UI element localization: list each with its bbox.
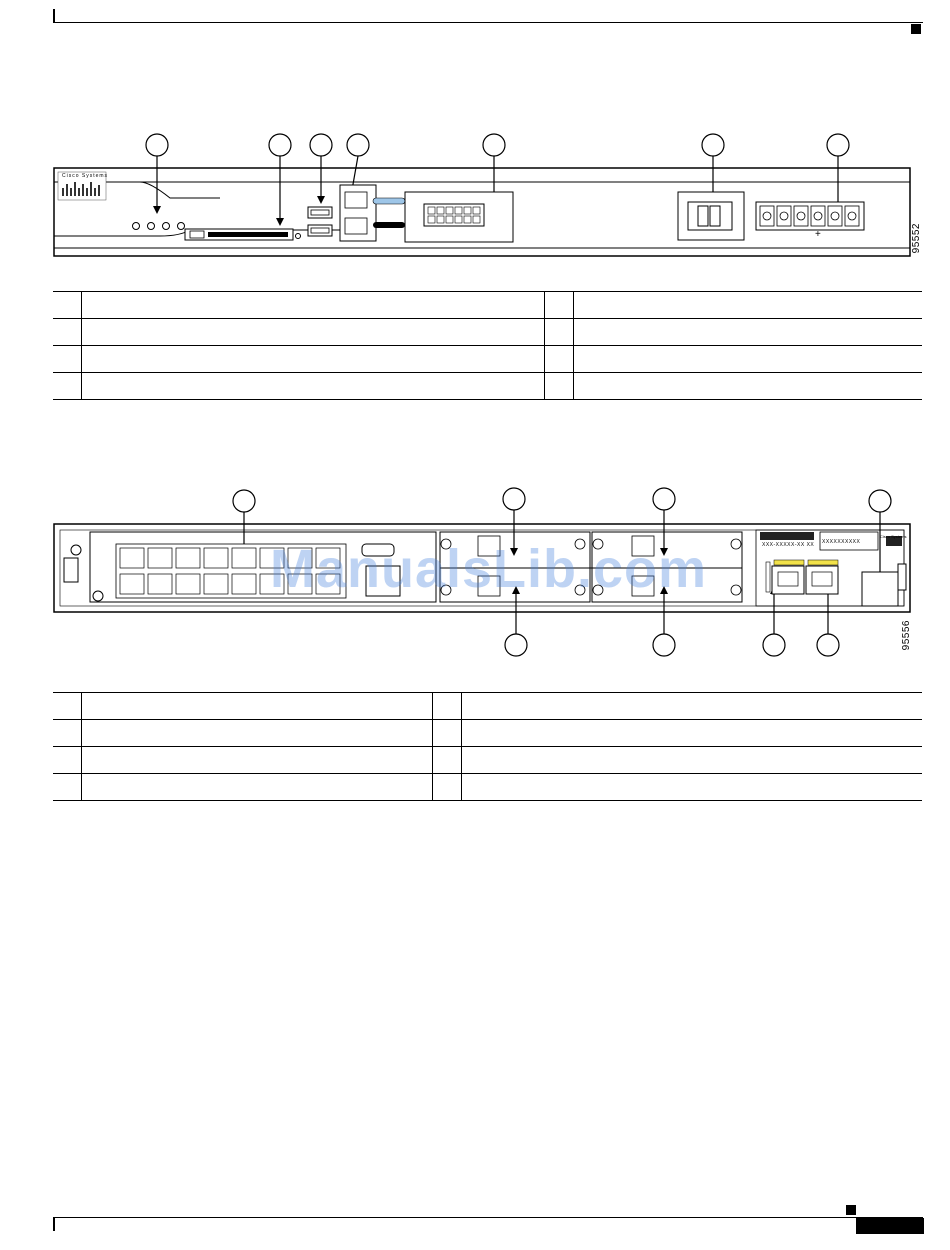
callout-bottom-1 bbox=[505, 634, 527, 656]
front-callout-table bbox=[53, 291, 922, 400]
front-brand-label: Cisco Systems bbox=[62, 173, 109, 179]
header-crop-mark bbox=[53, 9, 55, 23]
front-panel-figure bbox=[40, 130, 930, 265]
callout-5 bbox=[483, 134, 505, 156]
footer-rule bbox=[53, 1217, 923, 1218]
callout-bottom-4 bbox=[817, 634, 839, 656]
table-row bbox=[53, 747, 922, 774]
rear-figure-id: 95556 bbox=[901, 620, 912, 651]
callout-2 bbox=[269, 134, 291, 156]
footer-crop-mark bbox=[53, 1217, 55, 1231]
front-figure-id: 95552 bbox=[911, 223, 922, 254]
callout-bottom-2 bbox=[653, 634, 675, 656]
watermark: ManualsLib.com bbox=[270, 539, 708, 599]
table-row bbox=[53, 373, 922, 400]
table-row bbox=[53, 774, 922, 801]
footer-corner-mark bbox=[846, 1205, 856, 1215]
rear-callout-table bbox=[53, 692, 922, 801]
table-row bbox=[53, 319, 922, 346]
callout-1 bbox=[146, 134, 168, 156]
callout-6 bbox=[702, 134, 724, 156]
callout-3 bbox=[310, 134, 332, 156]
table-row bbox=[53, 693, 922, 720]
callout-top-1 bbox=[233, 490, 255, 512]
svg-text:+: + bbox=[815, 229, 821, 240]
callout-top-2 bbox=[503, 488, 525, 510]
callout-bottom-3 bbox=[763, 634, 785, 656]
callout-top-3 bbox=[653, 488, 675, 510]
header-rule bbox=[53, 22, 923, 23]
table-row bbox=[53, 720, 922, 747]
table-row bbox=[53, 346, 922, 373]
callout-top-4 bbox=[869, 490, 891, 512]
rear-label-code-2: XXXXXXXXXX bbox=[822, 539, 861, 545]
rear-label-code-1: XXX-XXXXX-XX XX bbox=[762, 542, 815, 548]
table-row bbox=[53, 292, 922, 319]
rear-brand-label: Cisco Systems bbox=[880, 534, 907, 539]
callout-7 bbox=[827, 134, 849, 156]
page-number-tab bbox=[856, 1218, 924, 1234]
callout-4 bbox=[347, 134, 369, 156]
header-corner-mark bbox=[911, 24, 921, 34]
